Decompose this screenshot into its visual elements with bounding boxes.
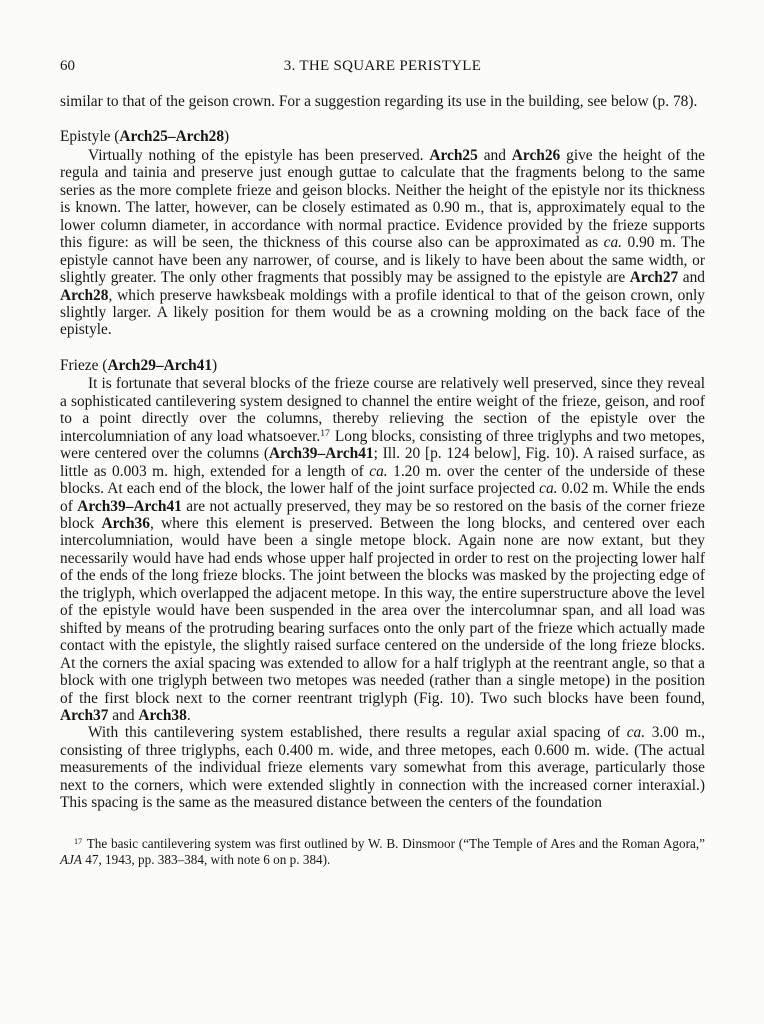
section-heading-frieze <box>60 357 705 374</box>
catalog-ref: Arch25 <box>429 146 478 164</box>
text-run: ca. <box>626 724 646 742</box>
paragraph-frieze-1 <box>60 375 705 724</box>
text-run: Frieze ( <box>60 356 108 374</box>
catalog-ref: Arch26 <box>511 146 561 164</box>
paragraph-continuation <box>60 93 705 110</box>
text-run: and <box>108 706 139 724</box>
text-run: AJA <box>60 852 82 868</box>
catalog-ref: Arch27 <box>629 269 679 287</box>
text-run: With this cantilevering system established, there results a regular axial spacing of <box>88 724 627 742</box>
text-run: ; Ill. 20 [p. 124 below], Fig. 10). A raised surface, as little as 0.003 m. high, extended for a length of <box>60 445 706 480</box>
catalog-ref: Arch38 <box>138 706 187 724</box>
text-run: Long blocks, consisting of three triglyphs and two metopes, were centered over the columns ( <box>60 427 705 463</box>
footnote-ref: 17 <box>320 428 330 440</box>
text-run: Epistyle ( <box>60 128 120 146</box>
text-run: The basic cantilevering system was first outlined by W. B. Dinsmoor (“The Temple of Ares and the Roman Agora,” <box>83 835 705 851</box>
catalog-ref: Arch28 <box>60 286 109 304</box>
text-run: and <box>477 146 512 164</box>
paragraph-epistyle <box>60 147 705 339</box>
catalog-ref: Arch25–Arch28 <box>119 128 225 146</box>
text-run: , which preserve hawksbeak moldings with a profile identical to that of the geison crown, only slightly larger. A likely position for them would be as a crowning molding on the back face of the epistyle. <box>60 286 705 339</box>
footnote <box>60 836 705 869</box>
text-run: ) <box>212 356 218 374</box>
text-run: 0.90 m. The epistyle cannot have been any narrower, of course, and is likely to have been about the same width, or slightly greater. The only other fragments that possibly may be assigned to the epistyle are <box>60 234 705 287</box>
section-frieze <box>60 357 705 812</box>
text-column <box>60 58 705 869</box>
catalog-ref: Arch39–Arch41 <box>269 445 374 463</box>
section-epistyle <box>60 128 705 338</box>
text-run: 1.20 m. over the center of the underside of these blocks. At each end of the block, the lower half of the joint surface projected <box>60 462 705 498</box>
text-run: give the height of the regula and tainia and preserve just enough guttae to calculate that the fragments belong to the same series as the more complete frieze and geison blocks. Neither the height of the epistyle nor its thickness is known. The latter, however, can be closely estimated as 0.90 m., that is, approximately equal to the lower column diameter, in accordance with normal practice. Evidence provided by the frieze supports this figure: as will be seen, the thickness of this course also can be approximated as <box>60 146 705 252</box>
text-run: Virtually nothing of the epistyle has been preserved. <box>88 146 430 164</box>
page-number: 60 <box>60 58 75 74</box>
text-run: similar to that of the geison crown. For a suggestion regarding its use in the building, see below (p. 78). <box>60 93 698 110</box>
catalog-ref: Arch36 <box>101 514 150 532</box>
catalog-ref: Arch29–Arch41 <box>107 356 213 374</box>
paragraph-frieze-2 <box>60 724 705 811</box>
catalog-ref: Arch37 <box>60 706 109 724</box>
text-run: ca. <box>539 480 558 498</box>
text-run: 47, 1943, pp. 383–384, with note 6 on p. 384). <box>81 852 331 868</box>
text-run: . <box>186 706 191 724</box>
text-run: ca. <box>603 234 622 252</box>
footnote-ref: 17 <box>74 837 83 846</box>
text-run: 0.02 m. While the ends of <box>60 480 705 515</box>
text-run: and <box>678 269 705 287</box>
text-run: ca. <box>369 462 388 480</box>
section-heading-epistyle <box>60 128 705 145</box>
text-run: ) <box>224 128 230 146</box>
text-run: It is fortunate that several blocks of the frieze course are relatively well preserved, since they reveal a sophisticated cantilevering system designed to channel the entire weight of the frieze, geison, and roof to a point directly over the columns, thereby relieving the section of the epistyle over the intercolumniation of any load whatsoever. <box>60 375 705 445</box>
page-header <box>60 58 705 76</box>
catalog-ref: Arch39–Arch41 <box>77 497 182 515</box>
text-run: , where this element is preserved. Between the long blocks, and centered over each intercolumniation, would have been a single metope block. Again none are now extant, but they necessarily would have had ends whose upper half projected in order to rest on the projecting lower half of the ends of the long frieze blocks. The joint between the blocks was masked by the projecting edge of the triglyph, which overlapped the adjacent metope. In this way, the entire superstructure above the level of the epistyle would have been suspended in the area over the intercolumnar span, and all load was shifted by means of the protruding bearing surfaces onto the only part of the frieze which actually made contact with the epistyle, the slightly raised surface centered on the underside of the long frieze blocks. At the corners the axial spacing was extended to allow for a half triglyph at the reentrant angle, so that a block with one triglyph between two metopes was needed (rather than a single metope) in the position of the first block next to the corner reentrant triglyph (Fig. 10). Two such blocks have been found, <box>60 514 706 707</box>
text-run: are not actually preserved, they may be so restored on the basis of the corner frieze block <box>60 497 706 532</box>
text-run: 3.00 m., consisting of three triglyphs, each 0.400 m. wide, and three metopes, each 0.600 m. wide. (The actual measurements of the individual frieze elements vary somewhat from this average, particularly those next to the corners, which were extended slightly in connection with the increased corner interaxial.) This spacing is the same as the measured distance between the centers of the foundation <box>60 724 706 812</box>
running-head: 3. THE SQUARE PERISTYLE <box>283 58 482 74</box>
